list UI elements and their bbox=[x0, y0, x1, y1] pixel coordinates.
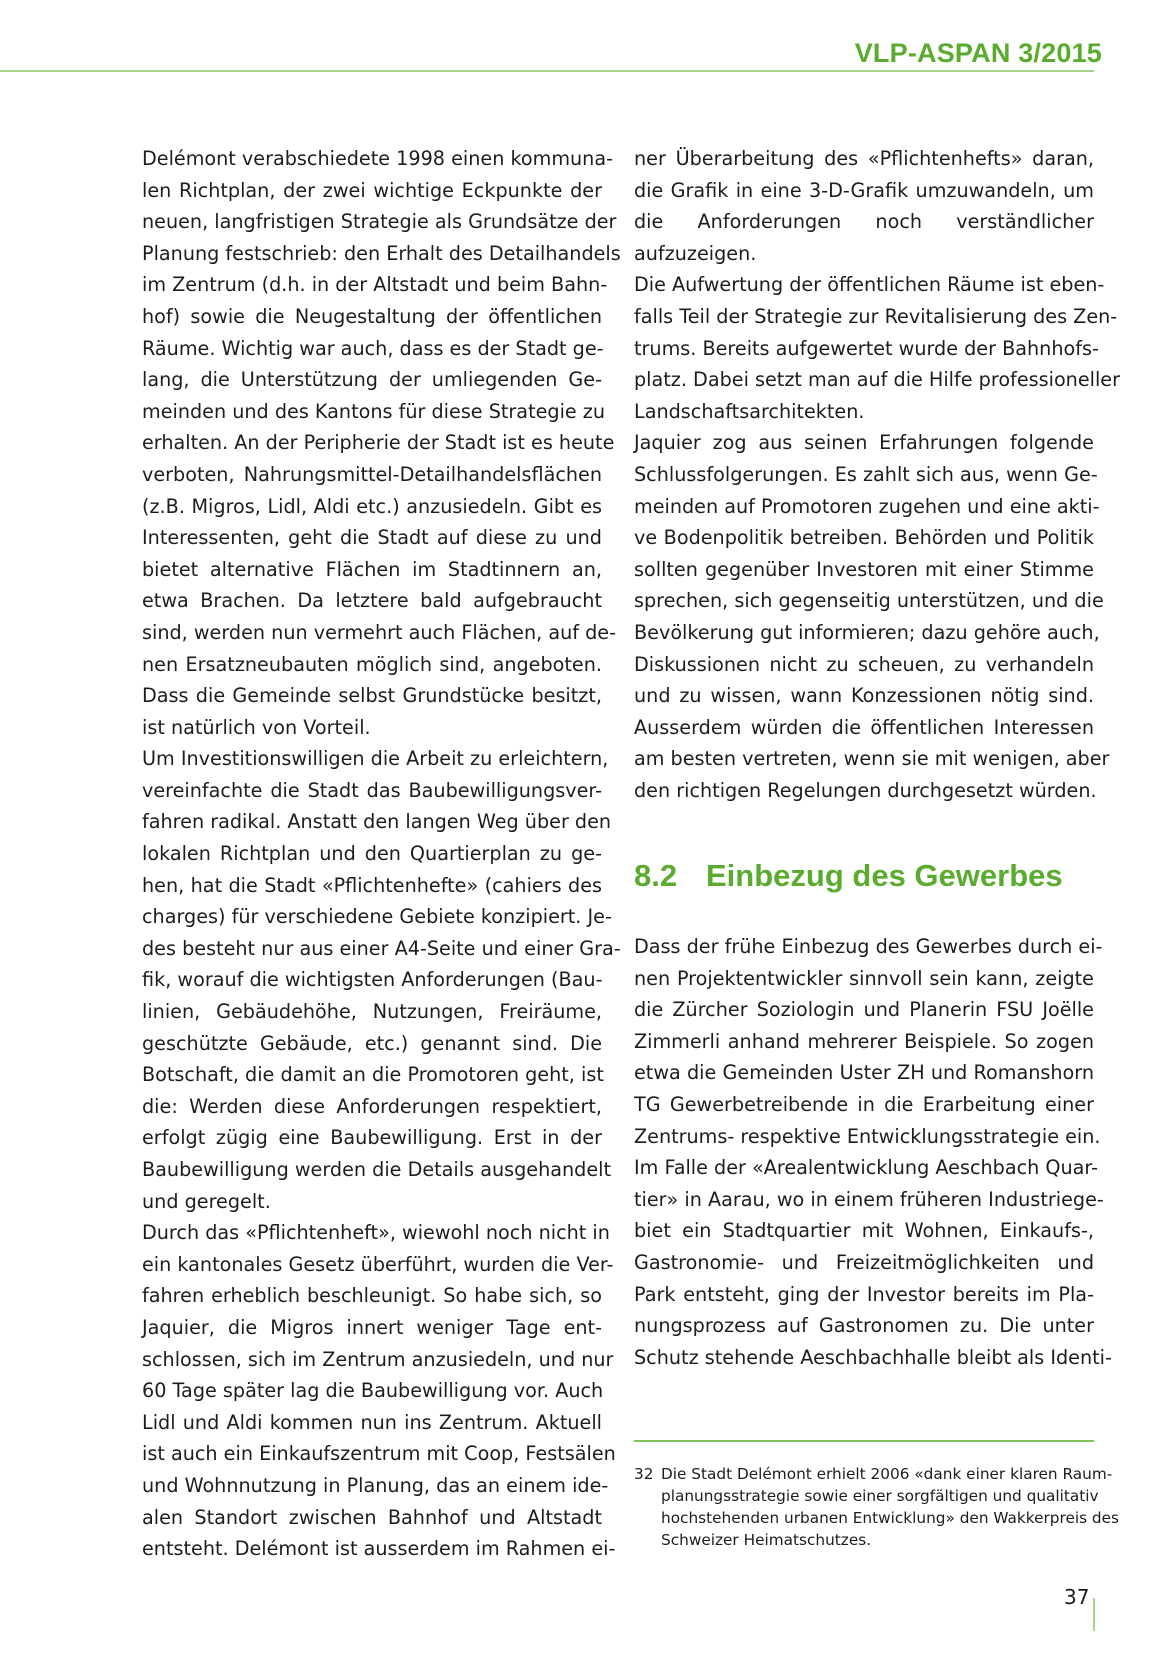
text-line: Landschaftsarchitekten. bbox=[634, 399, 865, 423]
text-line: ve Bodenpolitik betreiben. Behörden und Politik bbox=[634, 526, 1094, 550]
text-line: lang, die Unterstützung der umliegenden Ge- bbox=[142, 368, 602, 392]
text-line: Baubewilligung werden die Details ausgehandelt bbox=[142, 1158, 612, 1181]
text-line: fahren radikal. Anstatt den langen Weg über den bbox=[142, 810, 612, 834]
text-line: schlossen, sich im Zentrum anzusiedeln, und nur bbox=[142, 1347, 614, 1371]
right-column bbox=[634, 143, 1121, 806]
text-line: Schlussfolgerungen. Es zahlt sich aus, wenn Ge- bbox=[634, 462, 1098, 486]
text-line: Ausserdem würden die öffentlichen Interessen bbox=[634, 715, 1094, 739]
text-line: linien, Gebäudehöhe, Nutzungen, Freiräume, bbox=[142, 1000, 602, 1024]
section-number: 8.2 bbox=[634, 858, 678, 893]
text-line: TG Gewerbetreibende in die Erarbeitung einer bbox=[634, 1092, 1094, 1116]
text-line: fik, worauf die wichtigsten Anforderungen (Bau- bbox=[142, 968, 603, 992]
footnote-text bbox=[661, 1463, 1120, 1551]
text-line: platz. Dabei setzt man auf die Hilfe professioneller bbox=[634, 368, 1121, 392]
text-line: ist natürlich von Vorteil. bbox=[142, 715, 371, 739]
text-line: sind, werden nun vermehrt auch Flächen, auf de- bbox=[142, 620, 617, 644]
text-line: hen, hat die Stadt «Pflichtenhefte» (cahiers des bbox=[142, 873, 602, 897]
text-line: geschützte Gebäude, etc.) genannt sind. Die bbox=[142, 1031, 602, 1055]
text-line: meinden auf Promotoren zugehen und eine akti- bbox=[634, 494, 1100, 518]
text-line: Dass der frühe Einbezug des Gewerbes durch ei- bbox=[634, 935, 1103, 958]
text-line: den richtigen Regelungen durchgesetzt würden. bbox=[634, 778, 1097, 802]
section-body bbox=[634, 931, 1112, 1373]
text-line: Räume. Wichtig war auch, dass es der Stadt ge- bbox=[142, 336, 604, 360]
text-line: (z.B. Migros, Lidl, Aldi etc.) anzusiedeln. Gibt es bbox=[142, 494, 602, 518]
text-line: die Zürcher Soziologin und Planerin FSU Joëlle bbox=[634, 998, 1094, 1022]
text-line: neuen, langfristigen Strategie als Grundsätze der bbox=[142, 210, 617, 234]
text-line: fahren erheblich beschleunigt. So habe sich, so bbox=[142, 1284, 602, 1308]
text-line: Zimmerli anhand mehrerer Beispiele. So zogen bbox=[634, 1029, 1094, 1053]
text-line: biet ein Stadtquartier mit Wohnen, Einkaufs-, bbox=[634, 1219, 1094, 1243]
text-line: tier» in Aarau, wo in einem früheren Industriege- bbox=[634, 1187, 1104, 1211]
text-line: Dass die Gemeinde selbst Grundstücke besitzt, bbox=[142, 684, 602, 708]
paragraph bbox=[634, 427, 1110, 806]
text-line: charges) für verschiedene Gebiete konzipiert. Je- bbox=[142, 905, 612, 929]
text-line: lokalen Richtplan und den Quartierplan zu ge- bbox=[142, 842, 602, 866]
text-line: und Wohnnutzung in Planung, das an einem ide- bbox=[142, 1473, 609, 1497]
text-line: die Grafik in eine 3-D-Grafik umzuwandeln, um bbox=[634, 178, 1094, 202]
text-line: ein kantonales Gesetz überführt, wurden die Ver- bbox=[142, 1252, 614, 1276]
text-line: etwa Brachen. Da letztere bald aufgebraucht bbox=[142, 589, 602, 613]
text-line: Bevölkerung gut informieren; dazu gehöre auch, bbox=[634, 620, 1100, 644]
text-line: die Anforderungen noch verständlicher bbox=[634, 210, 1094, 234]
left-column bbox=[142, 143, 621, 1565]
text-line: Im Falle der «Arealentwicklung Aeschbach Quar- bbox=[634, 1156, 1099, 1180]
paragraph bbox=[634, 269, 1121, 427]
section-heading bbox=[634, 858, 1063, 894]
text-line: Delémont verabschiedete 1998 einen kommuna- bbox=[142, 147, 614, 170]
text-line: und geregelt. bbox=[142, 1189, 271, 1213]
text-line: Um Investitionswilligen die Arbeit zu erleichtern, bbox=[142, 747, 609, 771]
text-line: ist auch ein Einkaufszentrum mit Coop, Festsälen bbox=[142, 1442, 616, 1466]
text-line: Interessenten, geht die Stadt auf diese zu und bbox=[142, 526, 602, 550]
paragraph bbox=[142, 1217, 616, 1565]
text-line: falls Teil der Strategie zur Revitalisierung des Zen- bbox=[634, 304, 1118, 328]
text-line: hof) sowie die Neugestaltung der öffentlichen bbox=[142, 304, 602, 328]
paragraph bbox=[634, 931, 1112, 1373]
text-line: Zentrums- respektive Entwicklungsstrategie ein. bbox=[634, 1124, 1101, 1148]
text-line: die: Werden diese Anforderungen respektiert, bbox=[142, 1094, 602, 1118]
text-line: nen Ersatzneubauten möglich sind, angeboten. bbox=[142, 652, 602, 676]
text-line: Botschaft, die damit an die Promotoren geht, ist bbox=[142, 1063, 604, 1087]
text-line: am besten vertreten, wenn sie mit wenigen, aber bbox=[634, 747, 1110, 771]
section-title: Einbezug des Gewerbes bbox=[706, 858, 1063, 893]
text-line: len Richtplan, der zwei wichtige Eckpunkte der bbox=[142, 178, 602, 202]
footnote-line: planungsstrategie sowie einer sorgfältigen und qualitativ bbox=[661, 1487, 1099, 1505]
journal-issue-title: VLP-ASPAN 3/2015 bbox=[854, 38, 1102, 68]
text-line: alen Standort zwischen Bahnhof und Altstadt bbox=[142, 1505, 602, 1529]
text-line: nen Projektentwickler sinnvoll sein kann, zeigte bbox=[634, 966, 1094, 990]
text-line: Park entsteht, ging der Investor bereits im Pla- bbox=[634, 1282, 1094, 1306]
text-line: Diskussionen nicht zu scheuen, zu verhandeln bbox=[634, 652, 1094, 676]
footnote-divider bbox=[634, 1440, 1094, 1442]
text-line: Jaquier, die Migros innert weniger Tage ent- bbox=[142, 1315, 602, 1339]
footnote-line: Schweizer Heimatschutzes. bbox=[661, 1531, 872, 1549]
page-number: 37 bbox=[1064, 1585, 1090, 1609]
text-line: und zu wissen, wann Konzessionen nötig sind. bbox=[634, 684, 1094, 708]
text-line: Jaquier zog aus seinen Erfahrungen folgende bbox=[634, 431, 1094, 455]
text-line: des besteht nur aus einer A4-Seite und einer Gra- bbox=[142, 936, 621, 960]
text-line: verboten, Nahrungsmittel-Detailhandelsflächen bbox=[142, 462, 602, 486]
text-line: ner Überarbeitung des «Pflichtenhefts» daran, bbox=[634, 147, 1094, 170]
header-divider bbox=[0, 70, 1094, 72]
text-line: im Zentrum (d.h. in der Altstadt und beim Bahn- bbox=[142, 273, 608, 297]
footnote-number: 32 bbox=[634, 1465, 654, 1483]
text-line: sollten gegenüber Investoren mit einer Stimme bbox=[634, 557, 1094, 581]
paragraph bbox=[142, 143, 621, 743]
text-line: Planung festschrieb: den Erhalt des Detailhandels bbox=[142, 241, 621, 265]
text-line: 60 Tage später lag die Baubewilligung vor. Auch bbox=[142, 1379, 604, 1403]
text-line: entsteht. Delémont ist ausserdem im Rahmen ei- bbox=[142, 1537, 616, 1561]
text-line: Durch das «Pflichtenheft», wiewohl noch nicht in bbox=[142, 1221, 610, 1245]
paragraph bbox=[142, 743, 621, 1217]
page-number-marker bbox=[1093, 1598, 1095, 1631]
text-line: erhalten. An der Peripherie der Stadt ist es heute bbox=[142, 431, 615, 455]
text-line: bietet alternative Flächen im Stadtinnern an, bbox=[142, 557, 602, 581]
text-line: sprechen, sich gegenseitig unterstützen, und die bbox=[634, 589, 1104, 613]
text-line: Die Aufwertung der öffentlichen Räume ist eben- bbox=[634, 273, 1105, 297]
text-line: etwa die Gemeinden Uster ZH und Romanshorn bbox=[634, 1061, 1094, 1085]
footnote-line: Die Stadt Delémont erhielt 2006 «dank einer klaren Raum- bbox=[661, 1465, 1113, 1483]
text-line: Schutz stehende Aeschbachhalle bleibt als Identi- bbox=[634, 1345, 1112, 1369]
text-line: meinden und des Kantons für diese Strategie zu bbox=[142, 399, 606, 423]
text-line: nungsprozess auf Gastronomen zu. Die unter bbox=[634, 1314, 1094, 1338]
text-line: aufzuzeigen. bbox=[634, 241, 757, 265]
paragraph bbox=[634, 143, 1094, 269]
text-line: vereinfachte die Stadt das Baubewilligungsver- bbox=[142, 778, 602, 802]
text-line: Lidl und Aldi kommen nun ins Zentrum. Aktuell bbox=[142, 1410, 602, 1434]
text-line: erfolgt zügig eine Baubewilligung. Erst in der bbox=[142, 1126, 602, 1150]
text-line: Gastronomie- und Freizeitmöglichkeiten und bbox=[634, 1250, 1094, 1274]
text-line: trums. Bereits aufgewertet wurde der Bahnhofs- bbox=[634, 336, 1099, 360]
footnote-line: hochstehenden urbanen Entwicklung» den Wakkerpreis des bbox=[661, 1509, 1120, 1527]
